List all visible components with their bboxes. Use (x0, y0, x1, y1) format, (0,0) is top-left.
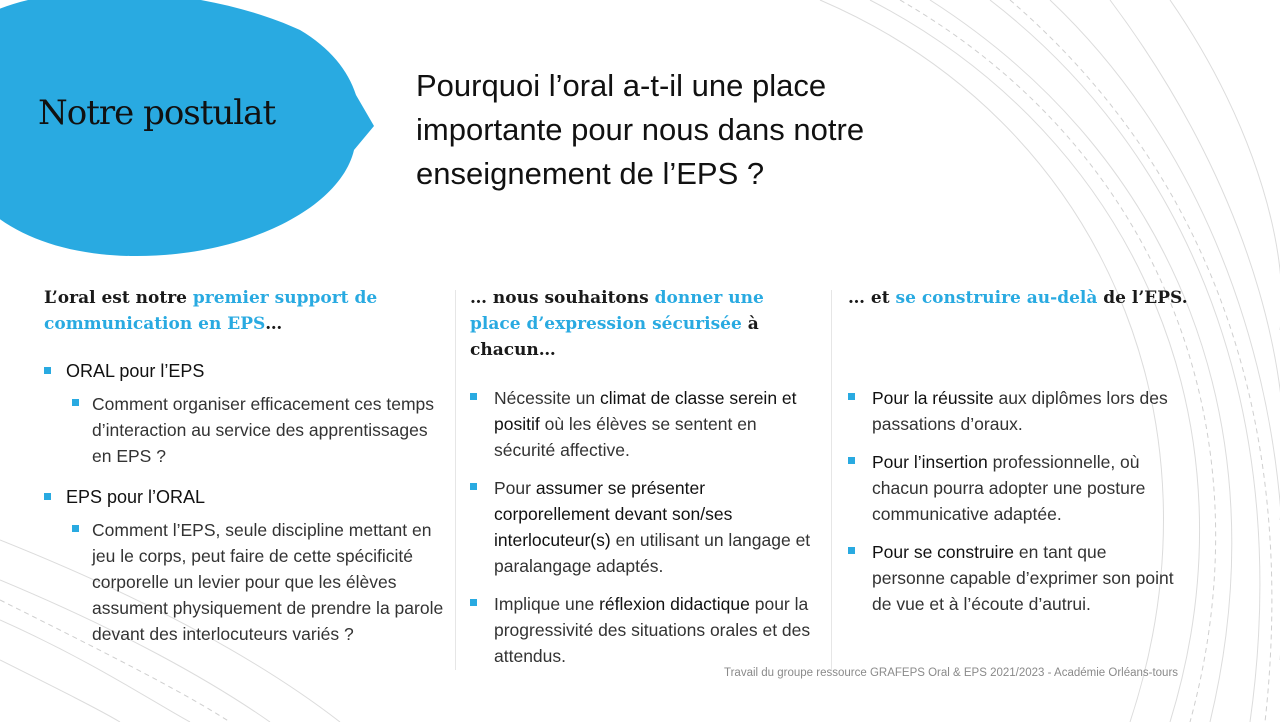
item-text: Nécessite un (494, 388, 601, 408)
square-bullet-icon (848, 393, 855, 400)
item-text: en tant que personne capable d’exprimer son point de vue et à l’écoute d’autrui. (872, 542, 1174, 614)
column-heading (470, 285, 820, 363)
section-list (44, 359, 444, 647)
item-text: où les élèves se sentent en sécurité affective. (494, 414, 757, 460)
item-emphasis: assumer se présenter corporellement devant son/ses interlocuteur(s) (494, 478, 733, 550)
item-text: Pour (494, 478, 536, 498)
sub-item-text: Comment l’EPS, seule discipline mettant en jeu le corps, peut faire de cette spécificité corporelle un levier pour que les élèves assument physiquement de prendre la parole devant des interlocuteurs variés ? (92, 520, 444, 644)
heading-text: … nous souhaitons (470, 288, 655, 308)
sub-item (44, 517, 444, 647)
item-emphasis: Pour l’insertion (872, 452, 988, 472)
section-item (44, 485, 444, 509)
item-text: professionnelle, où chacun pourra adopter une posture communicative adaptée. (872, 452, 1146, 524)
column-beyond (848, 285, 1258, 617)
column-heading (848, 285, 1258, 311)
main-question: Pourquoi l’oral a-t-il une place importante pour nous dans notre enseignement de l’EPS ? (416, 68, 865, 191)
heading-text: à chacun… (470, 314, 759, 360)
list-item (470, 591, 820, 669)
sub-item (44, 391, 444, 469)
heading-highlight: premier support de communication en EPS (44, 288, 378, 334)
heading-text: … et (848, 288, 896, 308)
square-bullet-icon (44, 367, 51, 374)
item-emphasis: Pour la réussite (872, 388, 994, 408)
item-emphasis: réflexion didactique (599, 594, 750, 614)
square-bullet-icon (848, 547, 855, 554)
square-bullet-icon (470, 483, 477, 490)
column-oral-support (44, 285, 444, 647)
heading-highlight: se construire au-delà (895, 288, 1098, 308)
heading-text: de l’EPS. (1097, 288, 1188, 308)
section-label: EPS pour l’ORAL (66, 487, 206, 507)
column-heading (44, 285, 444, 337)
list-item (848, 449, 1178, 527)
section-label: ORAL pour l’EPS (66, 361, 205, 381)
square-bullet-icon (470, 599, 477, 606)
column-divider (831, 290, 832, 670)
square-bullet-icon (470, 393, 477, 400)
heading-text: L’oral est notre (44, 288, 193, 308)
item-text: pour la progressivité des situations orales et des attendus. (494, 594, 811, 666)
section-item (44, 359, 444, 383)
column-expression (470, 285, 820, 669)
heading-text: … (265, 314, 283, 334)
bullet-list (470, 385, 820, 669)
item-emphasis: climat de classe serein et positif (494, 388, 797, 434)
item-text: Implique une (494, 594, 600, 614)
list-item (848, 385, 1178, 437)
list-item (470, 385, 820, 463)
item-emphasis: Pour se construire (872, 542, 1015, 562)
bullet-list (848, 385, 1178, 617)
square-bullet-icon (44, 493, 51, 500)
square-bullet-icon (848, 457, 855, 464)
heading-highlight: donner une place d’expression sécurisée (470, 288, 764, 334)
item-text: aux diplômes lors des passations d’oraux. (872, 388, 1168, 434)
slide-title: Notre postulat (38, 93, 276, 133)
list-item (848, 539, 1178, 617)
square-bullet-icon (72, 525, 79, 532)
column-divider (455, 290, 456, 670)
sub-item-text: Comment organiser efficacement ces temps d’interaction au service des apprentissages en EPS ? (92, 394, 435, 466)
item-text: en utilisant un langage et paralangage adaptés. (494, 530, 811, 576)
list-item (470, 475, 820, 579)
footer-credit: Travail du groupe ressource GRAFEPS Oral & EPS 2021/2023 - Académie Orléans-tours (724, 667, 1179, 679)
square-bullet-icon (72, 399, 79, 406)
